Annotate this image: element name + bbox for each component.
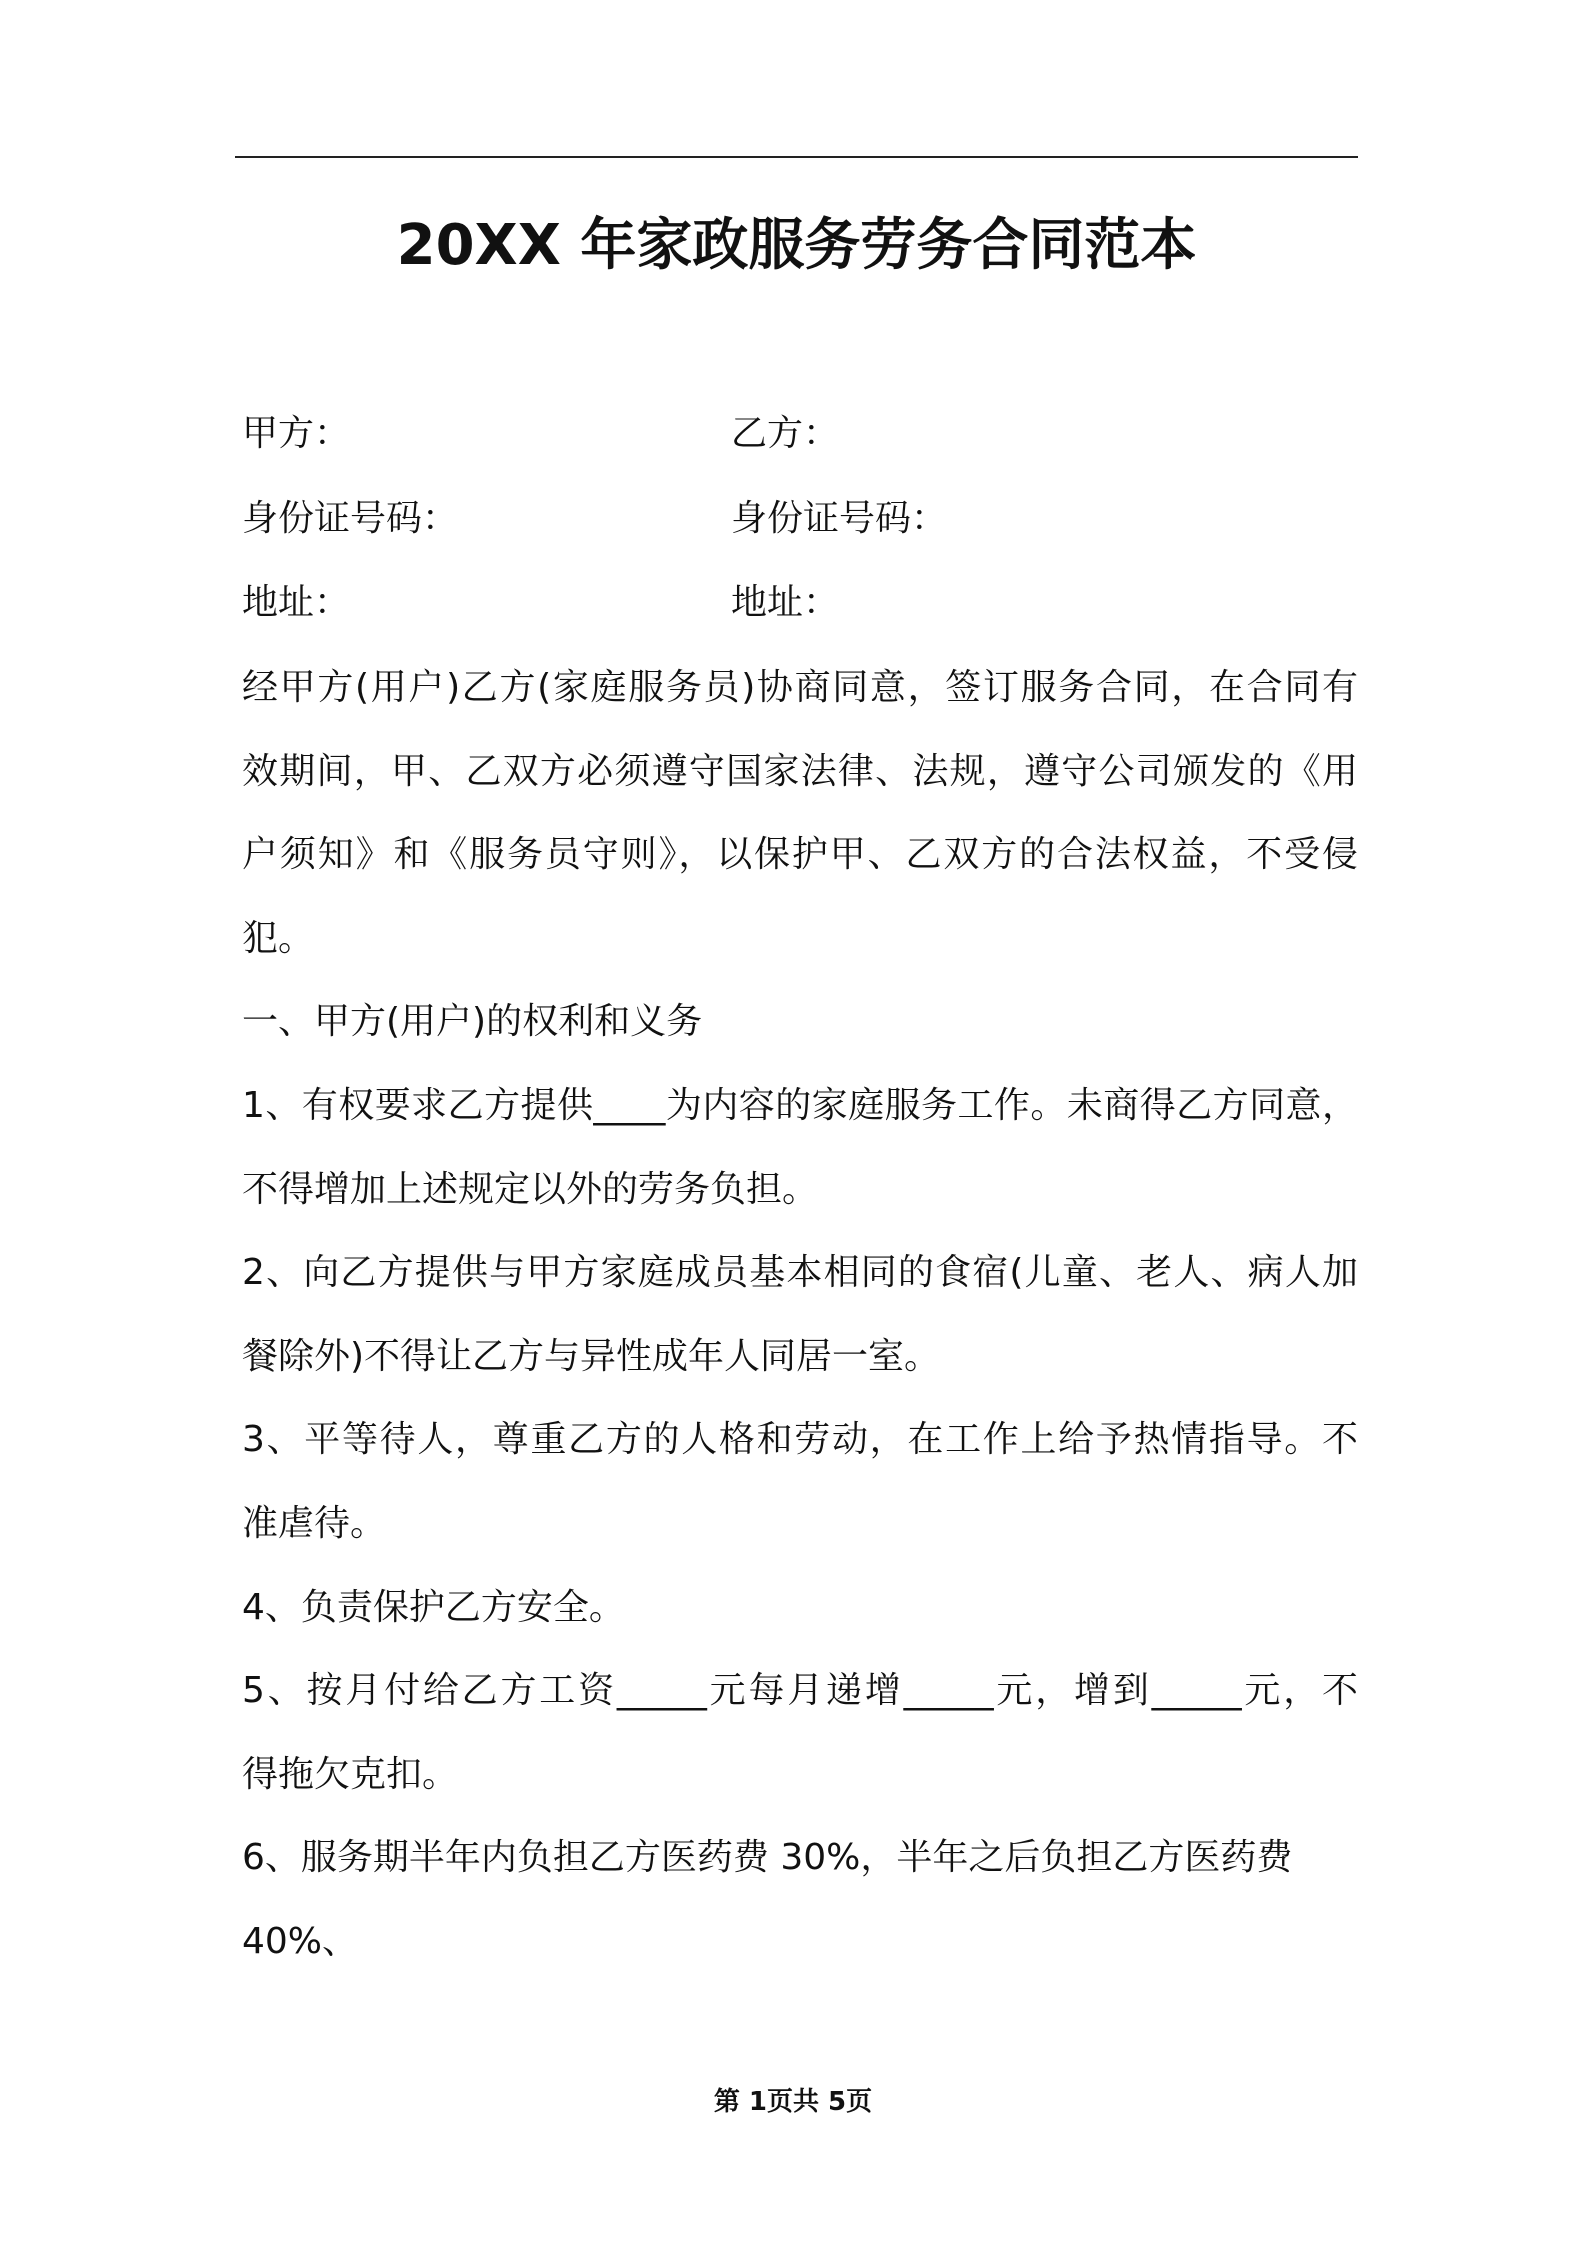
party-a-address-label: 地址： <box>242 582 351 623</box>
body-line-3: 户须知》和《服务员守则》，以保护甲、乙双方的合法权益，不受侵 <box>242 834 1358 876</box>
party-row-id <box>242 479 1358 559</box>
party-row-name <box>242 394 1358 474</box>
party-b-id-label: 身份证号码： <box>731 498 948 539</box>
clause-1-line-1: 1、有权要求乙方提供____为内容的家庭服务工作。未商得乙方同意， <box>242 1084 1358 1126</box>
clause-4-line-1: 4、负责保护乙方安全。 <box>242 1586 625 1628</box>
clause-5-line-2: 得拖欠克扣。 <box>242 1753 459 1795</box>
clause-1-line-2: 不得增加上述规定以外的劳务负担。 <box>242 1168 819 1210</box>
body-line-2: 效期间，甲、乙双方必须遵守国家法律、法规，遵守公司颁发的《用 <box>242 750 1358 792</box>
page-number-footer: 第 1页共 5页 <box>713 2087 873 2117</box>
header-rule <box>235 156 1358 158</box>
party-a-name-label: 甲方： <box>242 413 351 454</box>
contract-body <box>242 646 1358 1984</box>
clause-2-line-2: 餐除外)不得让乙方与异性成年人同居一室。 <box>242 1335 941 1377</box>
clause-2-line-1: 2、向乙方提供与甲方家庭成员基本相同的食宿(儿童、老人、病人加 <box>242 1252 1358 1294</box>
party-b-name-label: 乙方： <box>731 413 840 454</box>
body-line-1: 经甲方(用户)乙方(家庭服务员)协商同意，签订服务合同，在合同有 <box>242 667 1358 708</box>
party-row-address <box>242 563 1358 643</box>
party-b-address-label: 地址： <box>731 582 840 623</box>
party-a-id-label: 身份证号码： <box>242 498 459 539</box>
document-title: 20XX 年家政服务劳务合同范本 <box>396 213 1197 278</box>
clause-5-line-1: 5、按月付给乙方工资_____元每月递增_____元，增到_____元，不 <box>242 1670 1358 1712</box>
body-line-4: 犯。 <box>242 917 315 959</box>
clause-6-line-1: 6、服务期半年内负担乙方医药费 30%，半年之后负担乙方医药费 <box>242 1837 1293 1879</box>
clause-3-line-2: 准虐待。 <box>242 1502 387 1544</box>
clause-6-line-2: 40%、 <box>242 1920 359 1962</box>
section-heading-party-a: 一、甲方(用户)的权利和义务 <box>242 1001 703 1043</box>
clause-3-line-1: 3、平等待人，尊重乙方的人格和劳动，在工作上给予热情指导。不 <box>242 1419 1358 1461</box>
